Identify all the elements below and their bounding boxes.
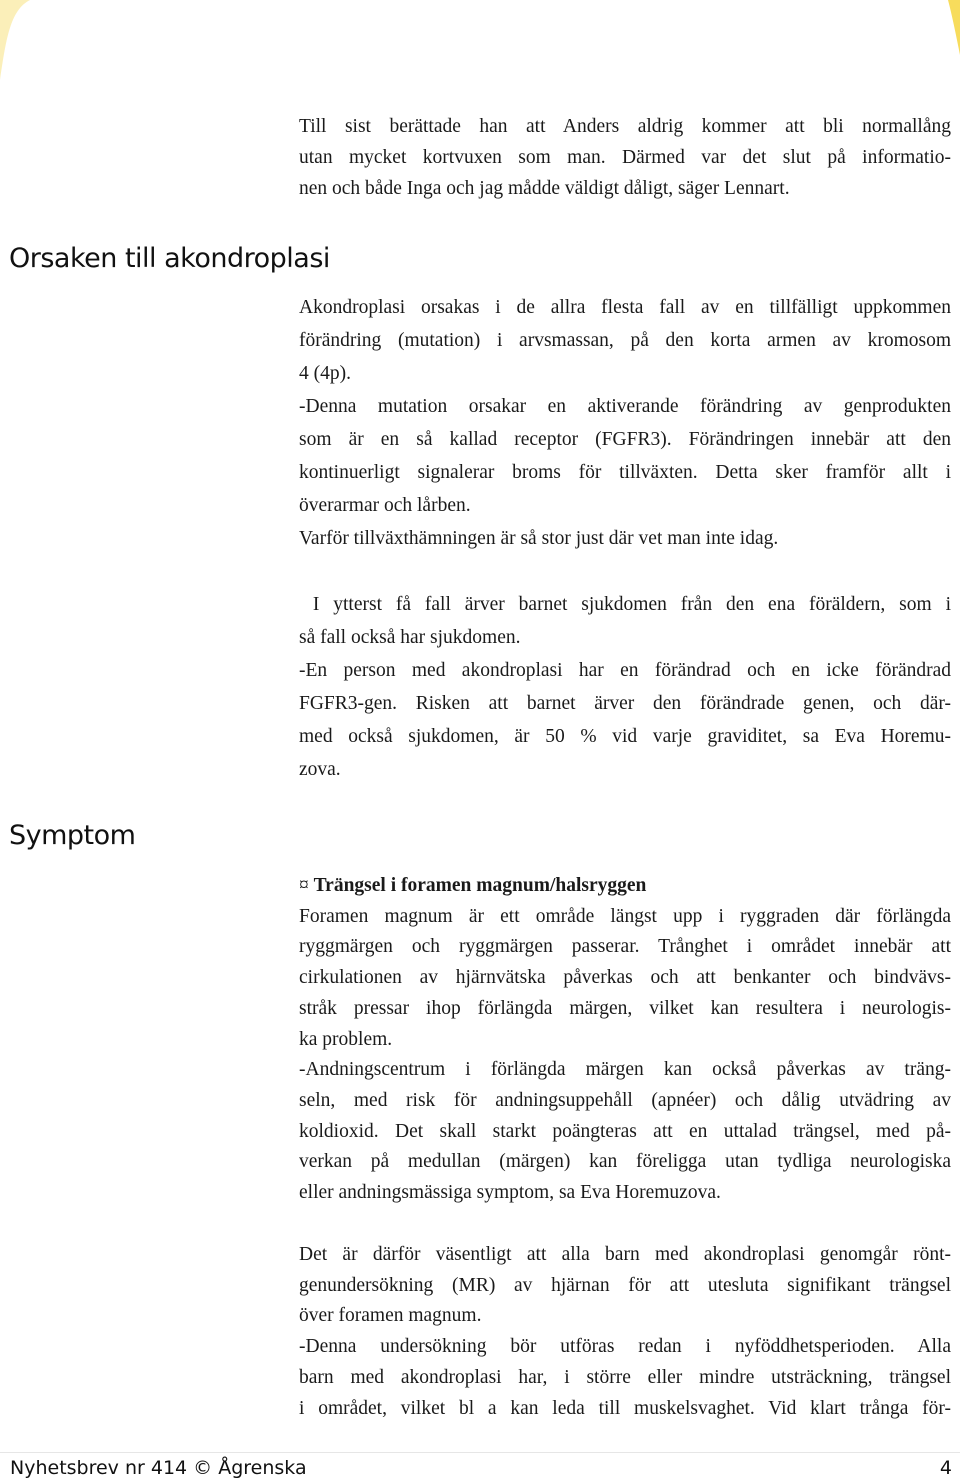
body-line: stråk pressar ihop förlängda märgen, vilket kan resultera i neurologis- <box>299 997 951 1019</box>
symptom-paragraph-1 <box>299 871 951 1209</box>
bullet-glyph: ¤ <box>299 875 309 896</box>
body-line: kontinuerligt signalerar broms för tillväxten. Detta sker framför allt i <box>299 462 951 483</box>
page-number: 4 <box>939 1457 952 1479</box>
section-heading-symptom: Symptom <box>9 820 136 851</box>
body-line: ryggmärgen och ryggmärgen passerar. Trånghet i området innebär att <box>299 936 951 958</box>
symptom-paragraph-2 <box>299 1240 951 1424</box>
body-line: cirkulationen av hjärnvätska påverkas och att benkanter och bindvävs- <box>299 967 951 989</box>
body-line: -Denna mutation orsakar en aktiverande förändring av genprodukten <box>299 396 951 417</box>
subheading-line <box>299 871 951 902</box>
body-line: -Denna undersökning bör utföras redan i nyföddhetsperioden. Alla <box>299 1336 951 1358</box>
body-line: verkan på medullan (märgen) kan föreligga utan tydliga neurologiska <box>299 1151 951 1173</box>
body-line: Akondroplasi orsakas i de allra flesta fall av en tillfälligt uppkommen <box>299 297 951 318</box>
intro-paragraph <box>299 111 951 204</box>
body-line: i området, vilket bl a kan leda till muskelsvaghet. Vid klart trånga för- <box>299 1397 951 1419</box>
body-line: så fall också har sjukdomen. <box>299 627 521 648</box>
body-line: FGFR3-gen. Risken att barnet ärver den förändrade genen, och där- <box>299 693 951 714</box>
section-heading-cause: Orsaken till akondroplasi <box>9 243 330 274</box>
footer-divider <box>0 1452 960 1453</box>
body-line: zova. <box>299 759 341 780</box>
body-line: ka problem. <box>299 1028 393 1050</box>
body-line: Foramen magnum är ett område längst upp i ryggraden där förlängda <box>299 905 951 927</box>
intro-line: utan mycket kortvuxen som man. Därmed var det slut på informatio- <box>299 147 951 168</box>
intro-line: Till sist berättade han att Anders aldrig kommer att bli normallång <box>299 116 951 137</box>
intro-line: nen och både Inga och jag mådde väldigt dåligt, säger Lennart. <box>299 178 790 199</box>
body-line: -En person med akondroplasi har en förändrad och en icke förändrad <box>299 660 951 681</box>
body-line: förändring (mutation) i arvsmassan, på den korta armen av kromosom <box>299 330 951 351</box>
body-line: Varför tillväxthämningen är så stor just där vet man inte idag. <box>299 528 779 549</box>
corner-decoration <box>0 0 960 80</box>
cause-paragraph-2 <box>299 588 951 786</box>
body-line: som är en så kallad receptor (FGFR3). Förändringen innebär att den <box>299 429 951 450</box>
body-line: med också sjukdomen, är 50 % vid varje graviditet, sa Eva Horemu- <box>299 726 951 747</box>
footer-text: Nyhetsbrev nr 414 © Ågrenska <box>10 1457 307 1479</box>
body-line: Det är därför väsentligt att alla barn med akondroplasi genomgår rönt- <box>299 1244 951 1265</box>
body-line: eller andningsmässiga symptom, sa Eva Horemuzova. <box>299 1182 721 1204</box>
body-line: koldioxid. Det skall starkt poängteras att en uttalad trängsel, med på- <box>299 1120 951 1142</box>
body-line: seln, med risk för andningsuppehåll (apnéer) och dålig utvädring av <box>299 1089 951 1111</box>
subheading-foramen: Trängsel i foramen magnum/halsryggen <box>313 875 647 896</box>
body-line: överarmar och lårben. <box>299 495 471 516</box>
body-line: -Andningscentrum i förlängda märgen kan också påverkas av träng- <box>299 1059 951 1081</box>
body-line: över foramen magnum. <box>299 1305 482 1327</box>
cause-paragraph-1 <box>299 291 951 555</box>
body-line: I ytterst få fall ärver barnet sjukdomen från den ena föräldern, som i <box>299 594 951 615</box>
body-line: 4 (4p). <box>299 363 351 384</box>
body-line: genundersökning (MR) av hjärnan för att utesluta signifikant trängsel <box>299 1274 951 1296</box>
body-line: barn med akondroplasi har, i större eller mindre utsträckning, trängsel <box>299 1366 951 1388</box>
